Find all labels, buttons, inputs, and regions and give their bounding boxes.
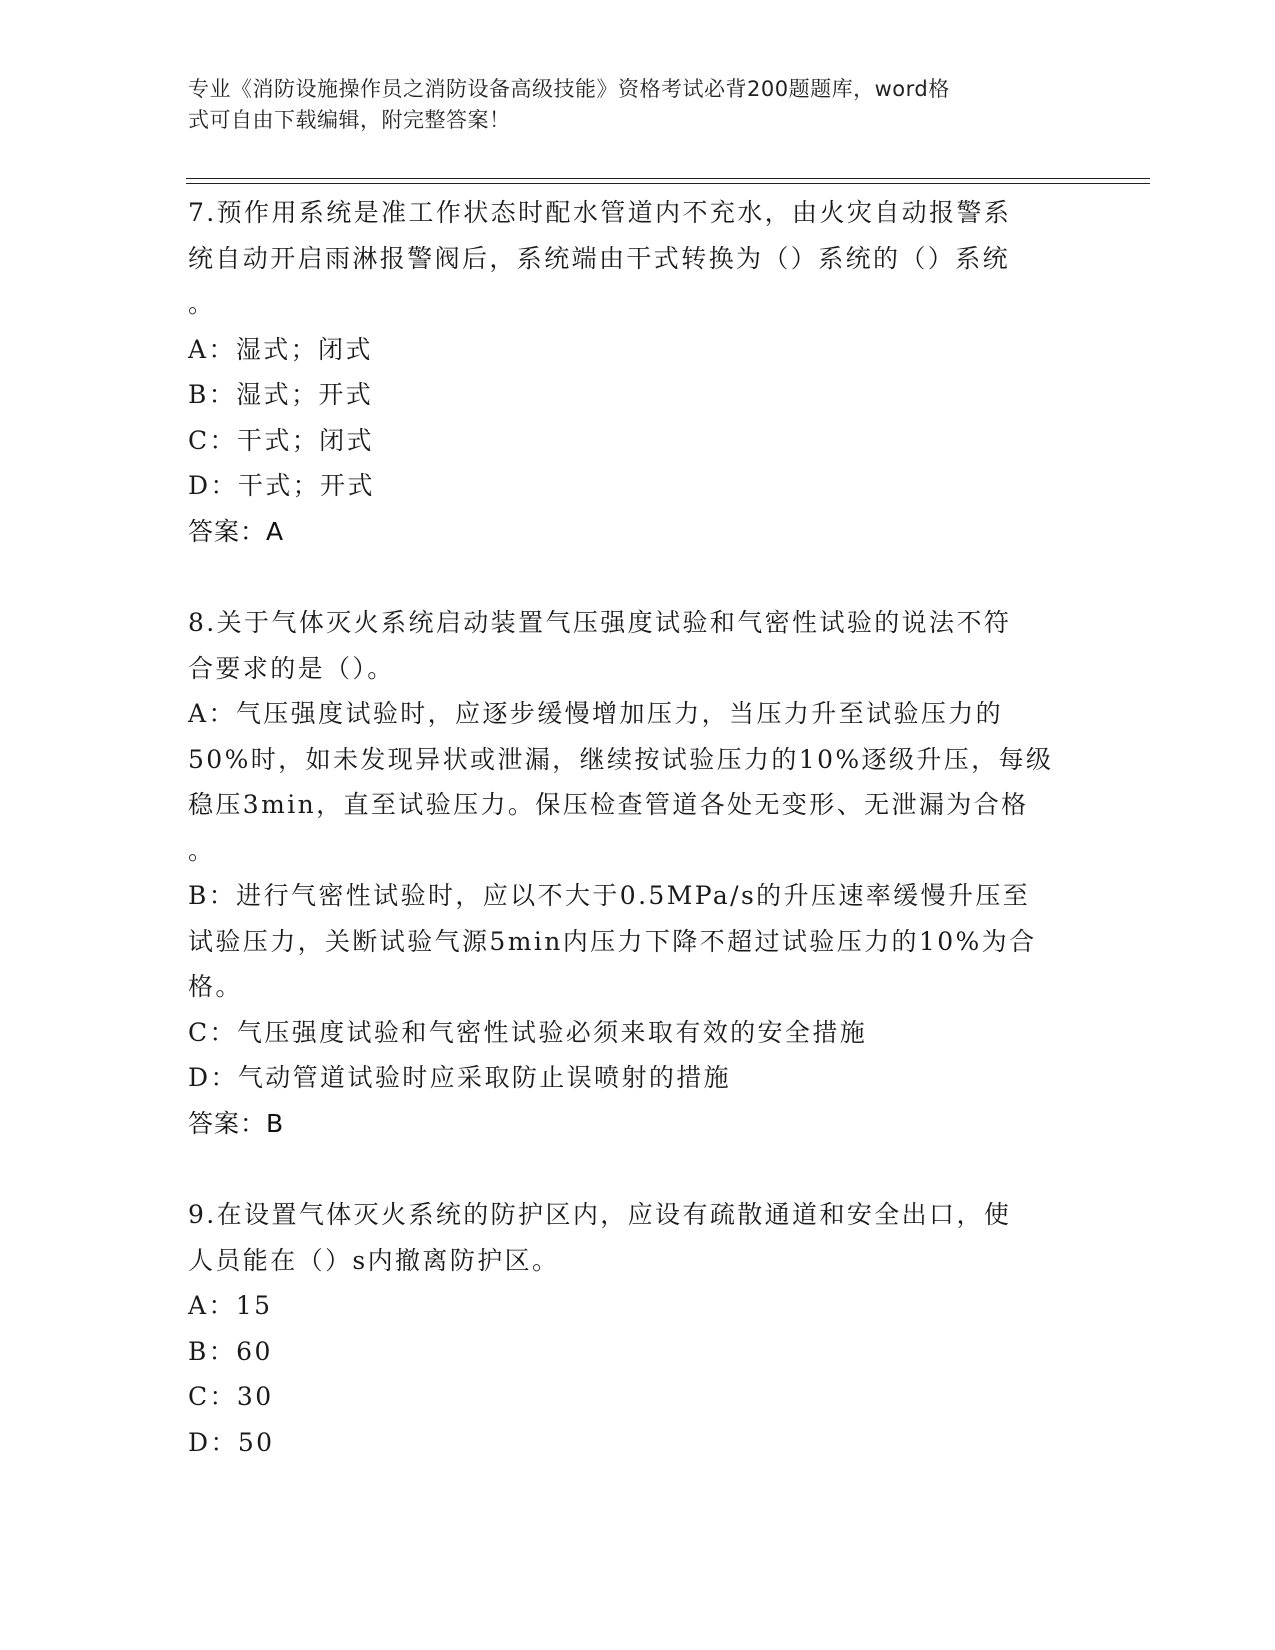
option-b-continued: 格。: [188, 972, 243, 1001]
option-a-continued: 。: [188, 835, 216, 865]
option-a: A：气压强度试验时，应逐步缓慢增加压力，当压力升至试验压力的: [188, 699, 1004, 728]
question-text-line: 。: [188, 289, 216, 318]
option-d: D：50: [188, 1427, 275, 1457]
question-9: [188, 1192, 1078, 1465]
question-text-line: 8.关于气体灭火系统启动装置气压强度试验和气密性试验的说法不符: [188, 608, 1012, 637]
option-a-continued: 稳压3min，直至试验压力。保压检查管道各处无变形、无泄漏为合格: [188, 790, 1029, 819]
question-7: [188, 190, 1078, 554]
question-spacer: [188, 554, 1078, 600]
option-a: A：15: [188, 1291, 273, 1320]
question-text-line: 7.预作用系统是准工作状态时配水管道内不充水，由火灾自动报警系: [188, 198, 1012, 227]
header-divider-bottom: [186, 183, 1150, 184]
option-d: D：干式；开式: [188, 471, 375, 500]
option-b: B：进行气密性试验时，应以不大于0.5MPa/s的升压速率缓慢升压至: [188, 881, 1031, 910]
header-title-line-2: 式可自由下载编辑，附完整答案！: [188, 108, 511, 132]
option-b-continued: 试验压力，关断试验气源5min内压力下降不超过试验压力的10%为合: [188, 926, 1037, 956]
question-list: [188, 190, 1078, 1465]
option-c: C：干式；闭式: [188, 425, 374, 455]
question-text-line: 9.在设置气体灭火系统的防护区内，应设有疏散通道和安全出口，使: [188, 1200, 1012, 1229]
option-a: A：湿式；闭式: [188, 334, 373, 364]
answer-label: 答案：A: [188, 516, 285, 546]
option-d: D：气动管道试验时应采取防止误喷射的措施: [188, 1063, 732, 1092]
question-text-line: 人员能在（）s内撤离防护区。: [188, 1245, 560, 1275]
option-c: C：30: [188, 1382, 274, 1411]
header-divider-top: [186, 178, 1150, 179]
document-header: [188, 74, 1068, 136]
question-text-line: 统自动开启雨淋报警阀后，系统端由干式转换为（）系统的（）系统: [188, 243, 1011, 273]
question-8: [188, 600, 1078, 1146]
question-text-line: 合要求的是（）。: [188, 653, 395, 683]
answer-label: 答案：B: [188, 1108, 285, 1138]
option-b: B：湿式；开式: [188, 380, 374, 409]
question-spacer: [188, 1146, 1078, 1192]
header-title-line-1: 专业《消防设施操作员之消防设备高级技能》资格考试必背200题题库，word格: [188, 77, 950, 101]
option-c: C：气压强度试验和气密性试验必须来取有效的安全措施: [188, 1017, 868, 1047]
option-b: B：60: [188, 1336, 273, 1366]
option-a-continued: 50%时，如未发现异状或泄漏，继续按试验压力的10%逐级升压，每级: [188, 744, 1054, 774]
